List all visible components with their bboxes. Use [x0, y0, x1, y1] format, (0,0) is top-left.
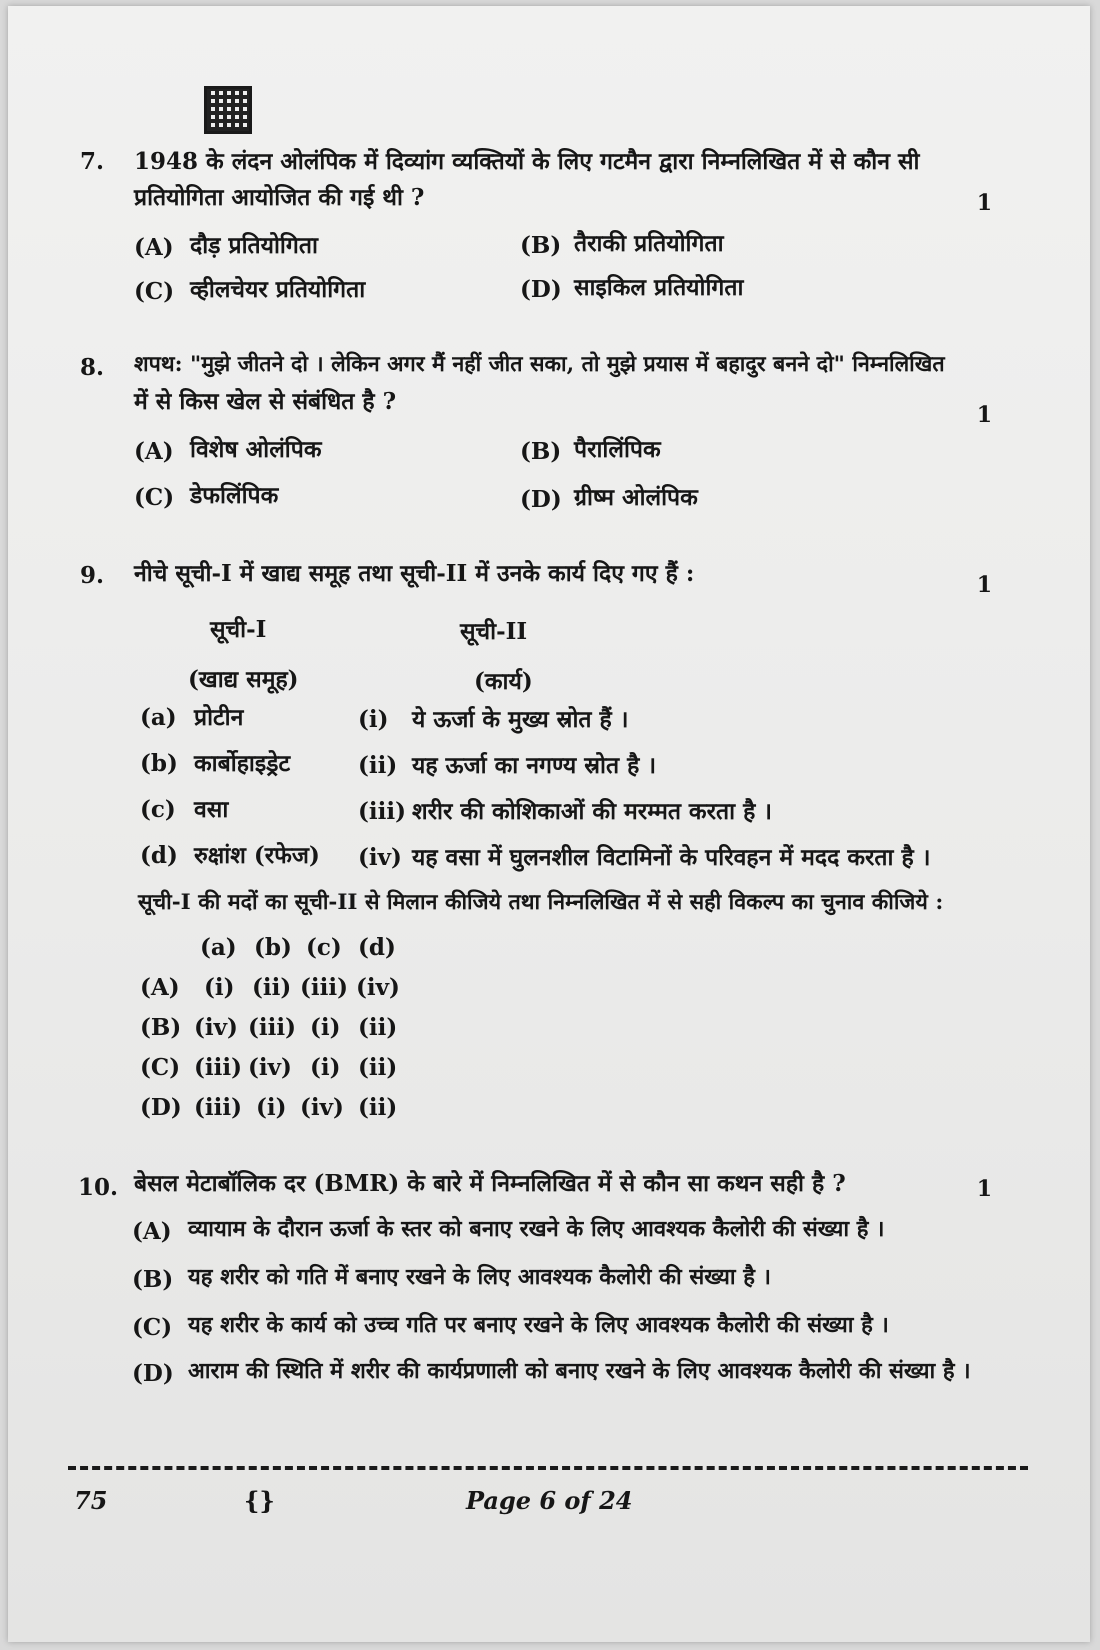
- list1-item-c-text: वसा: [194, 796, 229, 823]
- match-header-a: (a): [200, 934, 237, 961]
- match-header-c: (c): [306, 934, 342, 961]
- qr-code-icon: [204, 86, 252, 134]
- list1-item-a-text: प्रोटीन: [194, 704, 244, 731]
- footer-braces: {}: [244, 1486, 275, 1515]
- q7-option-c-text: व्हीलचेयर प्रतियोगिता: [190, 276, 366, 303]
- q8-text-line2: में से किस खेल से संबंधित है ?: [134, 388, 397, 415]
- list1-subtitle: (खाद्य समूह): [188, 666, 299, 693]
- q7-number: 7.: [80, 148, 105, 175]
- match-row-a-v3: (iii): [300, 974, 348, 1001]
- q7-option-d-text: साइकिल प्रतियोगिता: [574, 274, 744, 301]
- exam-page: [8, 6, 1090, 1642]
- q10-option-b-label: (B): [132, 1266, 174, 1293]
- q7-marks: 1: [976, 190, 992, 216]
- match-row-b-label: (B): [140, 1014, 182, 1041]
- match-row-d-v4: (ii): [358, 1094, 398, 1121]
- list1-item-c-label: (c): [140, 796, 176, 823]
- list2-item-iii-text: शरीर की कोशिकाओं की मरम्मत करता है ।: [412, 798, 773, 825]
- q7-option-d-label: (D): [520, 276, 562, 303]
- match-row-d-v1: (iii): [194, 1094, 242, 1121]
- q8-option-b-text: पैरालिंपिक: [574, 436, 661, 463]
- q7-option-a-label: (A): [134, 234, 174, 261]
- list1-item-b-label: (b): [140, 750, 178, 777]
- match-row-c-v3: (i): [310, 1054, 341, 1081]
- list2-title: सूची-II: [460, 618, 528, 645]
- q9-instruction: सूची-I की मदों का सूची-II से मिलान कीजिये तथा निम्नलिखित में से सही विकल्प का चुनाव कीजिये :: [138, 890, 944, 915]
- match-row-c-v1: (iii): [194, 1054, 242, 1081]
- q9-number: 9.: [80, 562, 105, 589]
- match-row-d-label: (D): [140, 1094, 182, 1121]
- q9-marks: 1: [976, 572, 992, 598]
- list2-item-iv-text: यह वसा में घुलनशील विटामिनों के परिवहन में मदद करता है ।: [412, 844, 931, 871]
- q8-option-a-label: (A): [134, 438, 174, 465]
- match-row-c-label: (C): [140, 1054, 181, 1081]
- list2-subtitle: (कार्य): [474, 668, 533, 695]
- list1-item-d-label: (d): [140, 842, 178, 869]
- list1-item-d-text: रुक्षांश (रफेज): [194, 842, 320, 869]
- q8-option-b-label: (B): [520, 438, 562, 465]
- q8-option-c-text: डेफलिंपिक: [190, 482, 279, 509]
- q8-option-d-text: ग्रीष्म ओलंपिक: [574, 484, 698, 511]
- list2-item-ii-label: (ii): [358, 752, 398, 779]
- list2-item-i-text: ये ऊर्जा के मुख्य स्रोत हैं ।: [412, 706, 629, 733]
- q7-option-a-text: दौड़ प्रतियोगिता: [190, 232, 318, 259]
- match-row-b-v4: (ii): [358, 1014, 398, 1041]
- q10-number: 10.: [78, 1174, 119, 1201]
- match-row-b-v2: (iii): [248, 1014, 296, 1041]
- match-row-d-v3: (iv): [300, 1094, 344, 1121]
- list2-item-iv-label: (iv): [358, 844, 402, 871]
- q10-option-a-label: (A): [132, 1218, 172, 1245]
- footer-divider: [68, 1466, 1028, 1470]
- q10-option-c-label: (C): [132, 1314, 173, 1341]
- match-row-b-v3: (i): [310, 1014, 341, 1041]
- q10-text: बेसल मेटाबॉलिक दर (BMR) के बारे में निम्नलिखित में से कौन सा कथन सही है ?: [134, 1170, 846, 1197]
- list1-title: सूची-I: [210, 616, 267, 643]
- q8-marks: 1: [976, 402, 992, 428]
- match-header-d: (d): [358, 934, 396, 961]
- list1-item-a-label: (a): [140, 704, 177, 731]
- match-row-a-v2: (ii): [252, 974, 292, 1001]
- list2-item-iii-label: (iii): [358, 798, 406, 825]
- q10-marks: 1: [976, 1176, 992, 1202]
- q8-number: 8.: [80, 354, 105, 381]
- list2-item-ii-text: यह ऊर्जा का नगण्य स्रोत है ।: [412, 752, 657, 779]
- match-row-a-label: (A): [140, 974, 180, 1001]
- match-row-d-v2: (i): [256, 1094, 287, 1121]
- q8-text-line1: शपथ: "मुझे जीतने दो । लेकिन अगर मैं नहीं जीत सका, तो मुझे प्रयास में बहादुर बनने दो" निम्नलिखित: [134, 352, 945, 377]
- paper-code: 75: [74, 1486, 108, 1515]
- q8-option-c-label: (C): [134, 484, 175, 511]
- match-header-b: (b): [254, 934, 292, 961]
- q8-option-a-text: विशेष ओलंपिक: [190, 436, 322, 463]
- match-row-c-v4: (ii): [358, 1054, 398, 1081]
- q10-option-d-text: आराम की स्थिति में शरीर की कार्यप्रणाली को बनाए रखने के लिए आवश्यक कैलोरी की संख्या है ।: [188, 1358, 971, 1384]
- q10-option-c-text: यह शरीर के कार्य को उच्च गति पर बनाए रखने के लिए आवश्यक कैलोरी की संख्या है ।: [188, 1312, 889, 1338]
- list2-item-i-label: (i): [358, 706, 389, 733]
- q7-text-line2: प्रतियोगिता आयोजित की गई थी ?: [134, 184, 425, 211]
- q10-option-d-label: (D): [132, 1360, 174, 1387]
- q9-text: नीचे सूची-I में खाद्य समूह तथा सूची-II में उनके कार्य दिए गए हैं :: [134, 560, 695, 587]
- match-row-a-v1: (i): [204, 974, 235, 1001]
- list1-item-b-text: कार्बोहाइड्रेट: [194, 750, 291, 777]
- q7-text-line1: 1948 के लंदन ओलंपिक में दिव्यांग व्यक्तियों के लिए गटमैन द्वारा निम्नलिखित में से कौन सी: [134, 148, 920, 175]
- page-number: Page 6 of 24: [466, 1486, 633, 1515]
- q8-option-d-label: (D): [520, 486, 562, 513]
- match-row-c-v2: (iv): [248, 1054, 292, 1081]
- q10-option-a-text: व्यायाम के दौरान ऊर्जा के स्तर को बनाए रखने के लिए आवश्यक कैलोरी की संख्या है ।: [188, 1216, 885, 1242]
- q10-option-b-text: यह शरीर को गति में बनाए रखने के लिए आवश्यक कैलोरी की संख्या है ।: [188, 1264, 771, 1290]
- q7-option-b-label: (B): [520, 232, 562, 259]
- match-row-b-v1: (iv): [194, 1014, 238, 1041]
- q7-option-c-label: (C): [134, 278, 175, 305]
- q7-option-b-text: तैराकी प्रतियोगिता: [574, 230, 724, 257]
- match-row-a-v4: (iv): [356, 974, 400, 1001]
